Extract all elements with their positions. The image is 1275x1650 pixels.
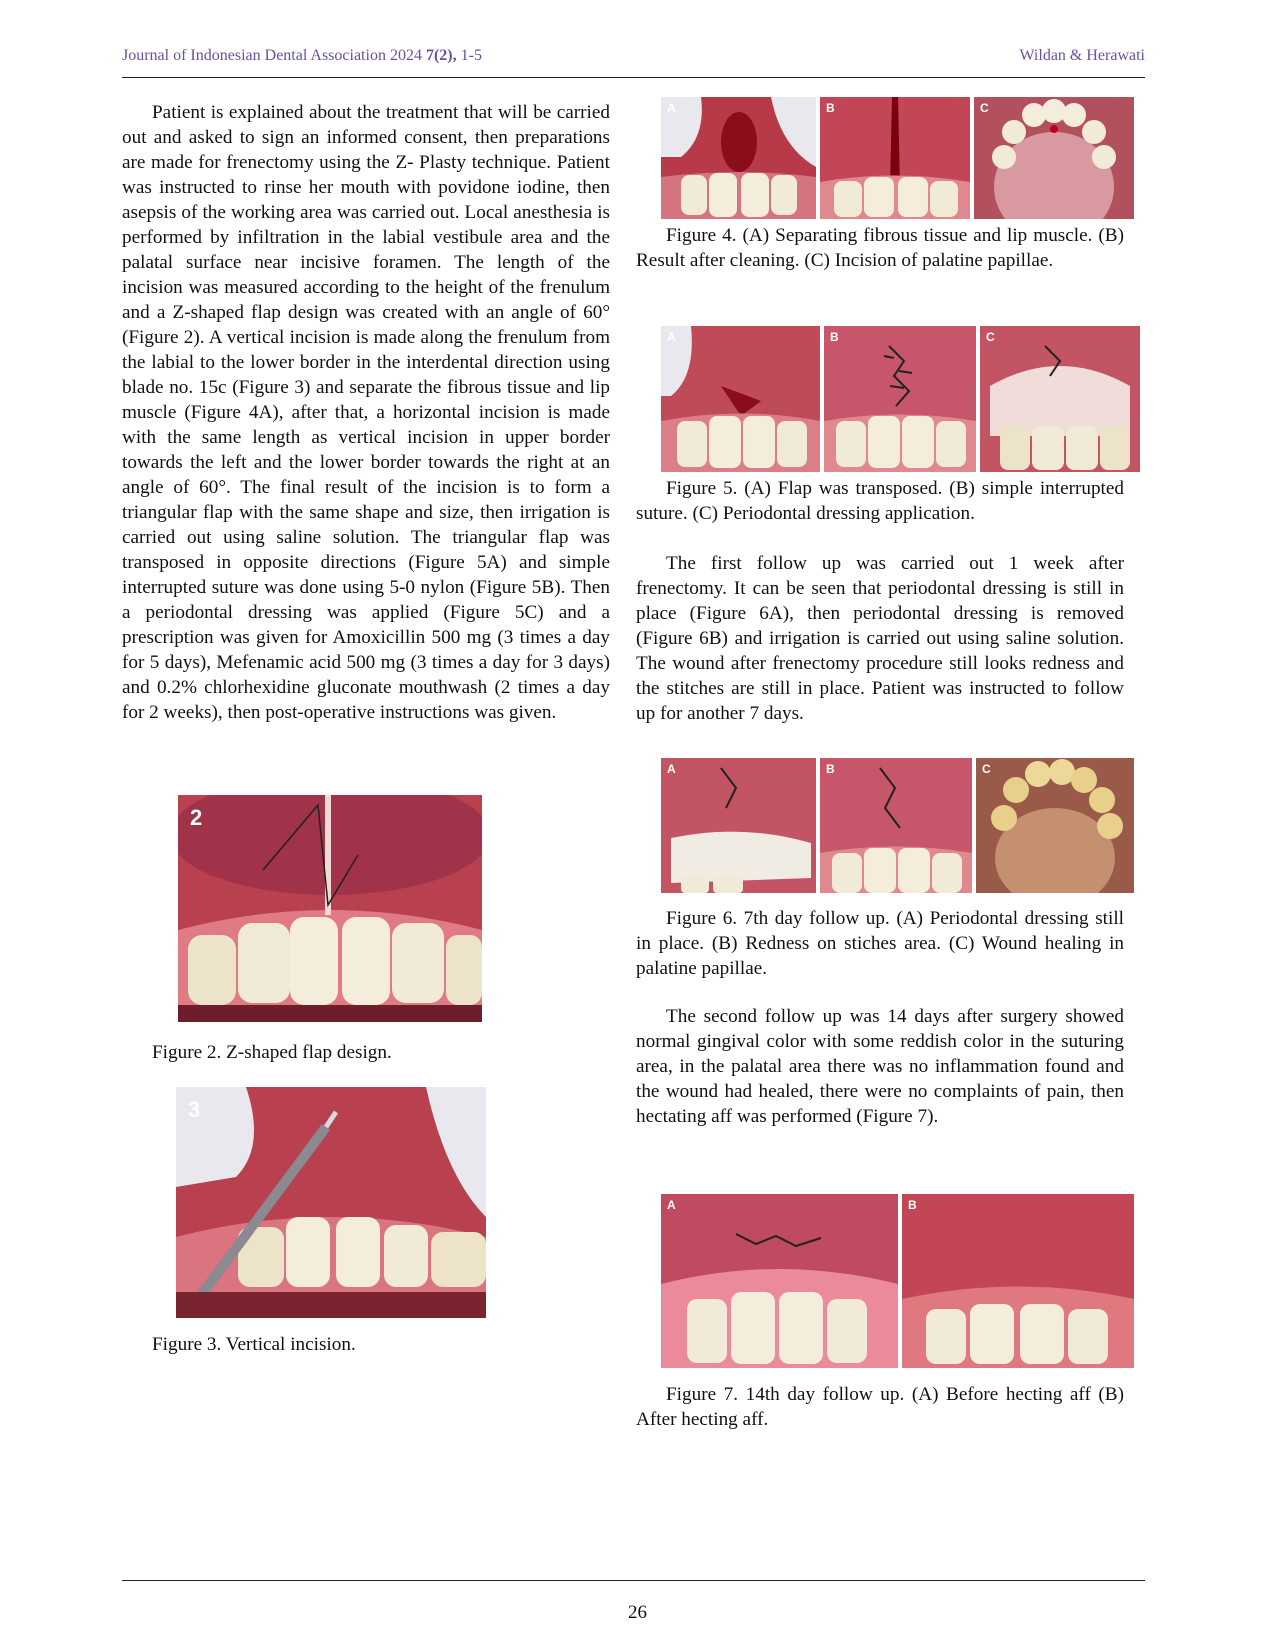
figure-6-panel-a	[661, 758, 816, 893]
page-number: 26	[628, 1602, 647, 1623]
figure-4-panel-a-label: A	[667, 101, 676, 115]
figure-3-caption: Figure 3. Vertical incision.	[152, 1334, 356, 1355]
figure-7-panel-b	[902, 1194, 1134, 1368]
figure-7-caption: Figure 7. 14th day follow up. (A) Before hecting aff (B) After hecting aff.	[636, 1384, 1124, 1430]
figure-7-panel-b-label: B	[908, 1198, 917, 1212]
figure-4-panel-c	[974, 97, 1134, 219]
figure-2-photo	[178, 795, 482, 1022]
journal-pages: 1-5	[460, 47, 482, 64]
figure-5-panel-c-label: C	[986, 330, 995, 344]
figure-6-caption: Figure 6. 7th day follow up. (A) Periodontal dressing still in place. (B) Redness on stiches area. (C) Wound healing in palatine papillae.	[636, 908, 1124, 979]
figure-6-panel-c	[976, 758, 1134, 893]
vertical-incision-photo-image	[176, 1087, 486, 1318]
body-paragraph: Patient is explained about the treatment that will be carried out and asked to sign an informed consent, then preparations are made for frenectomy using the Z- Plasty technique. Patient was instructed to rinse her mouth with povidone iodine, then asepsis of the working area was carried out. Local anesthesia is performed by infiltration in the labial vestibule area and the palatal surface near incisive foramen. The length of the incision was measured according to the height of the frenulum and a Z-shaped flap design was created with an angle of 60° (Figure 2). A vertical incision is made along the frenulum from the labial to the lower border in the interdental direction using blade no. 15c (Figure 3) and separate the fibrous tissue and lip muscle (Figure 4A), after that, a horizontal incision is made with the same length as vertical incision in upper border towards the left and the lower border towards the right at an angle of 60°. The final result of the incision is to form a triangular flap with the same shape and size, then irrigation is carried out using saline solution. The triangular flap was transposed in opposite directions (Figure 5A) and simple interrupted suture was done using 5-0 nylon (Figure 5B). Then a periodontal dressing was applied (Figure 5C) and a prescription was given for Amoxicillin 500 mg (3 times a day for 5 days), Mefenamic acid 500 mg (3 times a day for 3 days) and 0.2% chlorhexidine gluconate mouthwash (2 times a day for 2 weeks), then post-operative instructions was given.	[122, 102, 610, 723]
figure-7-panel-a	[661, 1194, 898, 1368]
figure-7-panel-a-image	[661, 1194, 898, 1368]
figure-3-photo	[176, 1087, 486, 1318]
journal-volume: 7(2),	[425, 47, 457, 64]
journal-citation	[122, 47, 482, 65]
body-paragraph-follow-up-2: The second follow up was 14 days after surgery showed normal gingival color with some reddish color in the suturing area, in the palatal area there was no inflammation found and the wound had healed, there were no complaints of pain, then hectating aff was performed (Figure 7).	[636, 1006, 1124, 1127]
figure-5-panel-b-label: B	[830, 330, 839, 344]
figure-4-panel-c-label: C	[980, 101, 989, 115]
figure-5-panel-a-label: A	[667, 330, 676, 344]
figure-5	[661, 326, 1141, 472]
figure-6-panel-c-label: C	[982, 762, 991, 776]
figure-5-panel-c-image	[980, 326, 1140, 472]
footer-rule	[122, 1580, 1145, 1581]
figure-4-panel-c-image	[974, 97, 1134, 219]
figure-7-panel-a-label: A	[667, 1198, 676, 1212]
z-flap-photo-image	[178, 795, 482, 1022]
figure-5-panel-c	[980, 326, 1140, 472]
journal-name: Journal of Indonesian Dental Association 2024	[122, 47, 422, 64]
body-paragraph-follow-up-1: The first follow up was carried out 1 week after frenectomy. It can be seen that periodontal dressing is still in place (Figure 6A), then periodontal dressing is removed (Figure 6B) and irrigation is carried out using saline solution. The wound after frenectomy procedure still looks redness and the stitches are still in place. Patient was instructed to follow up for another 7 days.	[636, 553, 1124, 724]
running-header	[122, 47, 1145, 78]
figure-7-panel-b-image	[902, 1194, 1134, 1368]
figure-3	[176, 1087, 486, 1318]
figure-2-caption: Figure 2. Z-shaped flap design.	[152, 1042, 392, 1063]
figure-6-panel-a-label: A	[667, 762, 676, 776]
figure-4-panel-b	[820, 97, 970, 219]
figure-5-panel-a	[661, 326, 820, 472]
figure-6	[661, 758, 1134, 893]
figure-6-panel-b-label: B	[826, 762, 835, 776]
figure-6-panel-a-image	[661, 758, 816, 893]
figure-2-panel-label: 2	[190, 805, 203, 830]
figure-6-panel-b-image	[820, 758, 972, 893]
figure-4-panel-a-image	[661, 97, 816, 219]
figure-4-caption: Figure 4. (A) Separating fibrous tissue and lip muscle. (B) Result after cleaning. (C) Incision of palatine papillae.	[636, 225, 1124, 271]
figure-5-caption: Figure 5. (A) Flap was transposed. (B) simple interrupted suture. (C) Periodontal dressing application.	[636, 478, 1124, 524]
figure-7	[661, 1194, 1134, 1368]
figure-4-panel-b-label: B	[826, 101, 835, 115]
figure-2	[178, 795, 482, 1022]
author-names: Wildan & Herawati	[1019, 47, 1145, 64]
figure-5-panel-b	[824, 326, 976, 472]
left-column	[122, 100, 610, 725]
figure-5-panel-a-image	[661, 326, 820, 472]
figure-3-panel-label: 3	[188, 1097, 201, 1122]
figure-5-panel-b-image	[824, 326, 976, 472]
figure-6-panel-c-image	[976, 758, 1134, 893]
figure-4-panel-a	[661, 97, 816, 219]
figure-6-panel-b	[820, 758, 972, 893]
figure-4-panel-b-image	[820, 97, 970, 219]
figure-4	[661, 97, 1134, 219]
